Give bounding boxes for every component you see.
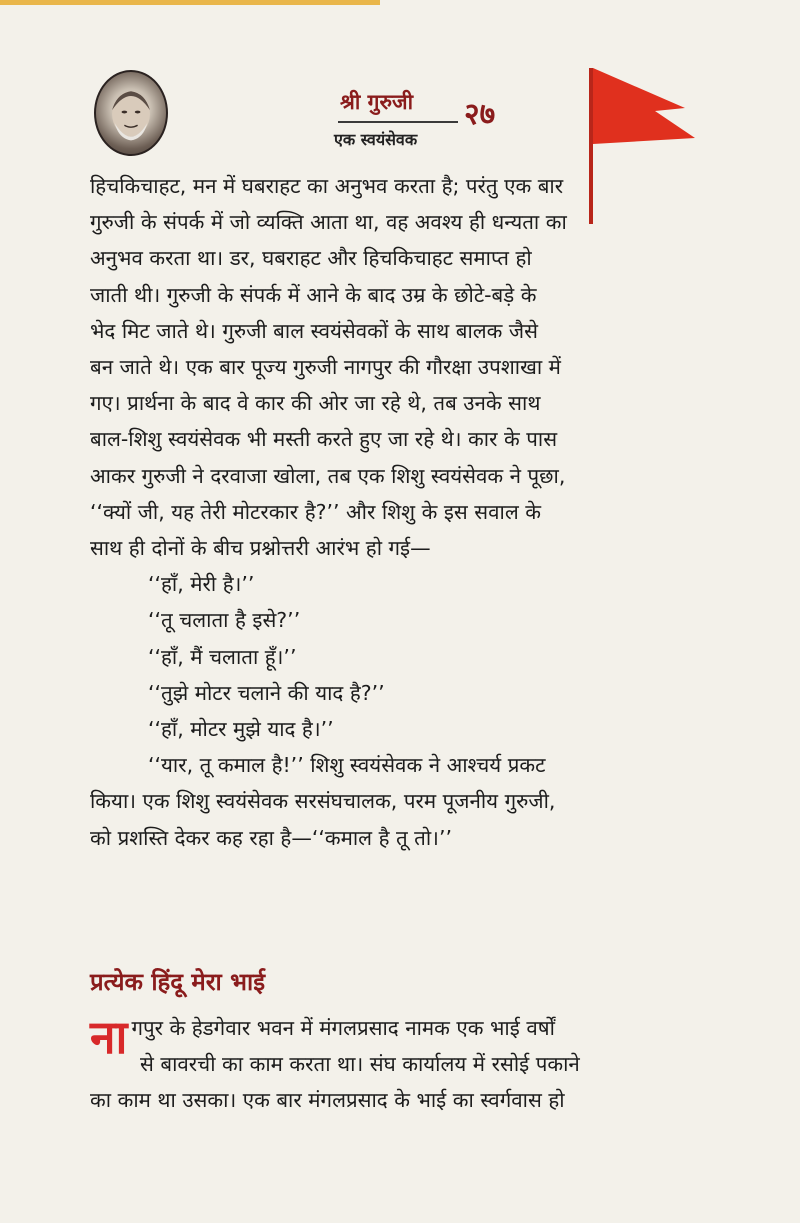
text-line: गपुर के हेडगेवार भवन में मंगलप्रसाद नामक एक भाई वर्षों xyxy=(131,1016,555,1040)
text-line: आकर गुरुजी ने दरवाजा खोला, तब एक शिशु स्वयंसेवक ने पूछा, xyxy=(90,463,566,488)
text-line: साथ ही दोनों के बीच प्रश्नोत्तरी आरंभ हो गई— xyxy=(90,536,431,561)
book-title: श्री गुरुजी xyxy=(340,90,414,114)
text-line: ‘‘क्यों जी, यह तेरी मोटरकार है?’’ और शिशु के इस सवाल के xyxy=(90,499,542,524)
dialogue-line: ‘‘हाँ, मोटर मुझे याद है।’’ xyxy=(148,717,334,742)
section-text xyxy=(90,1010,700,1119)
text-line: का काम था उसका। एक बार मंगलप्रसाद के भाई का स्वर्गवास हो xyxy=(90,1088,565,1113)
text-line: किया। एक शिशु स्वयंसेवक सरसंघचालक, परम पूजनीय गुरुजी, xyxy=(90,789,556,814)
dialogue-line: ‘‘तू चलाता है इसे?’’ xyxy=(148,608,301,633)
text-line: हिचकिचाहट, मन में घबराहट का अनुभव करता है; परंतु एक बार xyxy=(90,174,564,198)
text-line: गए। प्रार्थना के बाद वे कार की ओर जा रहे थे, तब उनके साथ xyxy=(90,391,541,416)
text-line: को प्रशस्ति देकर कह रहा है—‘‘कमाल है तू तो।’’ xyxy=(90,825,452,850)
author-portrait xyxy=(94,70,168,156)
text-line: बाल-शिशु स्वयंसेवक भी मस्ती करते हुए जा रहे थे। कार के पास xyxy=(90,427,558,452)
dialogue-line: ‘‘तुझे मोटर चलाने की याद है?’’ xyxy=(148,680,385,705)
dialogue-line: ‘‘हाँ, मैं चलाता हूँ।’’ xyxy=(148,644,297,669)
dialogue-line: ‘‘हाँ, मेरी है।’’ xyxy=(148,572,255,597)
text-line: से बावरची का काम करता था। संघ कार्यालय में रसोई पकाने xyxy=(140,1052,580,1077)
drop-cap: ना xyxy=(90,1010,128,1064)
book-subtitle: एक स्वयंसेवक xyxy=(334,130,418,149)
text-line: अनुभव करता था। डर, घबराहट और हिचकिचाहट समाप्त हो xyxy=(90,246,532,271)
text-line: भेद मिट जाते थे। गुरुजी बाल स्वयंसेवकों के साथ बालक जैसे xyxy=(90,318,538,343)
portrait-face-icon xyxy=(96,72,166,154)
text-line: बन जाते थे। एक बार पूज्य गुरुजी नागपुर की गौरक्षा उपशाखा में xyxy=(90,355,561,380)
section-heading: प्रत्येक हिंदू मेरा भाई xyxy=(90,968,265,996)
header-divider xyxy=(338,121,458,123)
text-line: गुरुजी के संपर्क में जो व्यक्ति आता था, वह अवश्य ही धन्यता का xyxy=(90,210,567,235)
top-edge-strip xyxy=(0,0,380,5)
text-line: ‘‘यार, तू कमाल है!’’ शिशु स्वयंसेवक ने आश्चर्य प्रकट xyxy=(148,753,546,778)
main-text xyxy=(90,168,700,856)
page-number: २७ xyxy=(464,97,496,132)
text-line: जाती थी। गुरुजी के संपर्क में आने के बाद उम्र के छोटे-बड़े के xyxy=(90,282,537,307)
